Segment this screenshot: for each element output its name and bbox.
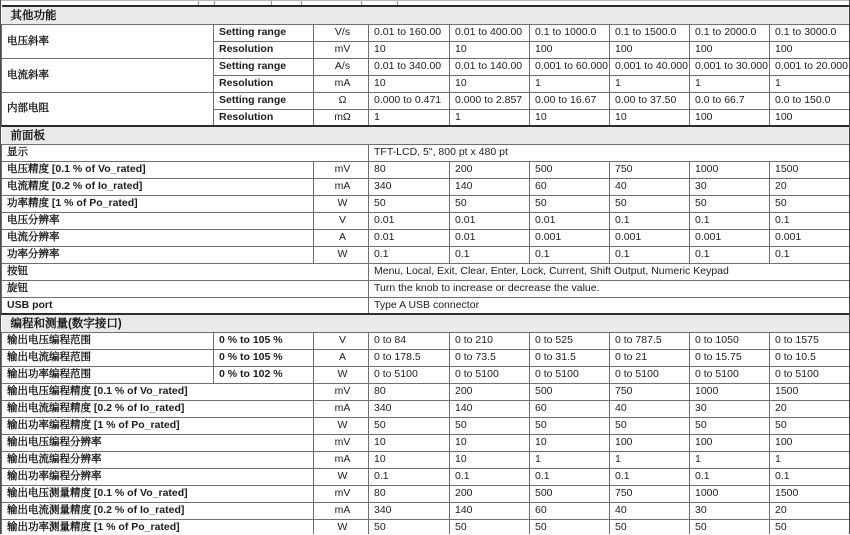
value-cell: 50 bbox=[369, 417, 450, 434]
spec-row bbox=[2, 144, 850, 161]
value-cell: 10 bbox=[530, 434, 610, 451]
value-cell: 50 bbox=[770, 417, 850, 434]
value-cell: 750 bbox=[610, 383, 690, 400]
value-cell: 1500 bbox=[770, 161, 850, 178]
value-cell: 10 bbox=[610, 109, 690, 126]
value-cell: 50 bbox=[530, 195, 610, 212]
value-cell: 0 to 178.5 bbox=[369, 349, 450, 366]
value-cell: 0 to 5100 bbox=[450, 366, 530, 383]
row-label: 内部电阻 bbox=[2, 92, 214, 126]
value-cell: 0.001 to 40.000 bbox=[610, 58, 690, 75]
value-cell: 0.0 to 150.0 bbox=[770, 92, 850, 109]
value-cell: 10 bbox=[450, 434, 530, 451]
value-cell: 50 bbox=[369, 519, 450, 534]
section-header-front-panel: 前面板 bbox=[2, 126, 850, 144]
row-label: 电流分辨率 bbox=[2, 229, 314, 246]
row-label: 输出功率编程范围 bbox=[2, 366, 214, 383]
value-cell: 140 bbox=[450, 400, 530, 417]
value-cell: 340 bbox=[369, 502, 450, 519]
row-label: 功率分辨率 bbox=[2, 246, 314, 263]
value-cell: 10 bbox=[369, 75, 450, 92]
value-cell: 10 bbox=[450, 41, 530, 58]
value-cell: 0.001 bbox=[530, 229, 610, 246]
value-cell: 0.01 bbox=[530, 212, 610, 229]
sub-label-cell: Setting range bbox=[214, 92, 314, 109]
row-label: 显示 bbox=[2, 144, 369, 161]
spec-row bbox=[2, 451, 850, 468]
value-cell: 50 bbox=[770, 195, 850, 212]
spec-row bbox=[2, 24, 850, 41]
value-cell: 0 to 1575 bbox=[770, 332, 850, 349]
value-cell: 0.1 bbox=[770, 246, 850, 263]
unit-cell: mA bbox=[314, 400, 369, 417]
value-cell: 0.1 bbox=[530, 246, 610, 263]
unit-cell: mV bbox=[314, 485, 369, 502]
spec-row bbox=[2, 366, 850, 383]
value-cell: 40 bbox=[610, 178, 690, 195]
value-cell: 0.1 bbox=[369, 468, 450, 485]
row-label: 输出电流编程范围 bbox=[2, 349, 214, 366]
value-cell: 100 bbox=[690, 41, 770, 58]
value-cell: 50 bbox=[450, 417, 530, 434]
value-cell: 50 bbox=[369, 195, 450, 212]
value-cell: 20 bbox=[770, 178, 850, 195]
value-cell: 50 bbox=[610, 417, 690, 434]
section-header-other-functions: 其他功能 bbox=[2, 6, 850, 24]
cropped-cell-border bbox=[198, 1, 199, 5]
section-band bbox=[2, 6, 850, 24]
row-label: 输出电流测量精度 [0.2 % of Io_rated] bbox=[2, 502, 314, 519]
spec-row bbox=[2, 280, 850, 297]
unit-cell: mV bbox=[314, 41, 369, 58]
spec-row bbox=[2, 400, 850, 417]
cropped-cell-border bbox=[271, 1, 272, 5]
value-cell: 100 bbox=[530, 41, 610, 58]
value-cell: 1 bbox=[530, 451, 610, 468]
unit-cell: W bbox=[314, 468, 369, 485]
value-cell-wide: Type A USB connector bbox=[369, 297, 850, 314]
row-label: 功率精度 [1 % of Po_rated] bbox=[2, 195, 314, 212]
spec-row bbox=[2, 332, 850, 349]
spec-table bbox=[1, 5, 850, 534]
value-cell: 1000 bbox=[690, 383, 770, 400]
value-cell: 0.01 to 140.00 bbox=[450, 58, 530, 75]
value-cell: 750 bbox=[610, 161, 690, 178]
row-label: USB port bbox=[2, 297, 369, 314]
unit-cell: W bbox=[314, 246, 369, 263]
value-cell: 50 bbox=[690, 519, 770, 534]
sub-label-cell: Setting range bbox=[214, 58, 314, 75]
spec-row bbox=[2, 383, 850, 400]
value-cell: 0.01 bbox=[369, 229, 450, 246]
cropped-cell-border bbox=[361, 1, 362, 5]
value-cell: 0.1 bbox=[690, 212, 770, 229]
value-cell: 0 to 525 bbox=[530, 332, 610, 349]
value-cell: 10 bbox=[369, 41, 450, 58]
sub-label-cell: Setting range bbox=[214, 24, 314, 41]
row-label: 输出功率编程精度 [1 % of Po_rated] bbox=[2, 417, 314, 434]
row-label: 输出功率编程分辨率 bbox=[2, 468, 314, 485]
unit-cell: mV bbox=[314, 434, 369, 451]
unit-cell: mV bbox=[314, 161, 369, 178]
value-cell: 10 bbox=[369, 434, 450, 451]
value-cell: 60 bbox=[530, 178, 610, 195]
value-cell: 0.1 bbox=[610, 212, 690, 229]
value-cell: 0.1 to 2000.0 bbox=[690, 24, 770, 41]
row-label: 电流斜率 bbox=[2, 58, 214, 92]
row-label: 输出电压编程精度 [0.1 % of Vo_rated] bbox=[2, 383, 314, 400]
value-cell: 1 bbox=[610, 451, 690, 468]
value-cell: 200 bbox=[450, 383, 530, 400]
spec-row bbox=[2, 58, 850, 75]
value-cell: 0.01 to 340.00 bbox=[369, 58, 450, 75]
value-cell: 0 to 5100 bbox=[690, 366, 770, 383]
value-cell: 0.1 bbox=[369, 246, 450, 263]
value-cell: 0.00 to 37.50 bbox=[610, 92, 690, 109]
value-cell: 0 to 10.5 bbox=[770, 349, 850, 366]
value-cell: 30 bbox=[690, 178, 770, 195]
value-cell: 1000 bbox=[690, 161, 770, 178]
value-cell: 1 bbox=[530, 75, 610, 92]
value-cell: 0.001 to 20.000 bbox=[770, 58, 850, 75]
value-cell: 0.01 to 160.00 bbox=[369, 24, 450, 41]
value-cell: 0 to 31.5 bbox=[530, 349, 610, 366]
value-cell: 100 bbox=[770, 41, 850, 58]
value-cell: 0 to 5100 bbox=[530, 366, 610, 383]
value-cell: 0.1 bbox=[770, 468, 850, 485]
value-cell: 100 bbox=[770, 434, 850, 451]
value-cell-wide: TFT-LCD, 5", 800 pt x 480 pt bbox=[369, 144, 850, 161]
spec-row bbox=[2, 502, 850, 519]
cropped-cell-border bbox=[397, 1, 398, 5]
value-cell: 0.001 to 30.000 bbox=[690, 58, 770, 75]
value-cell: 50 bbox=[610, 519, 690, 534]
value-cell: 0 to 15.75 bbox=[690, 349, 770, 366]
sub-label-cell: Resolution bbox=[214, 109, 314, 126]
unit-cell: mV bbox=[314, 383, 369, 400]
row-label: 按钮 bbox=[2, 263, 369, 280]
value-cell: 0.1 bbox=[610, 468, 690, 485]
value-cell: 10 bbox=[369, 451, 450, 468]
cropped-cell-border bbox=[214, 1, 215, 5]
spec-row bbox=[2, 195, 850, 212]
value-cell: 0.01 bbox=[450, 229, 530, 246]
sub-label-cell: Resolution bbox=[214, 41, 314, 58]
unit-cell: V bbox=[314, 212, 369, 229]
value-cell: 1 bbox=[610, 75, 690, 92]
spec-row bbox=[2, 485, 850, 502]
unit-cell: V/s bbox=[314, 24, 369, 41]
spec-row bbox=[2, 263, 850, 280]
value-cell: 10 bbox=[450, 75, 530, 92]
row-label: 输出电压编程范围 bbox=[2, 332, 214, 349]
row-label: 电压斜率 bbox=[2, 24, 214, 58]
value-cell: 500 bbox=[530, 485, 610, 502]
sub-label-cell: 0 % to 105 % bbox=[214, 332, 314, 349]
value-cell: 50 bbox=[770, 519, 850, 534]
value-cell: 0 to 1050 bbox=[690, 332, 770, 349]
row-label: 输出功率测量精度 [1 % of Po_rated] bbox=[2, 519, 314, 534]
value-cell: 0.0 to 66.7 bbox=[690, 92, 770, 109]
spec-row bbox=[2, 161, 850, 178]
value-cell: 0.001 to 60.000 bbox=[530, 58, 610, 75]
value-cell: 10 bbox=[450, 451, 530, 468]
unit-cell: mA bbox=[314, 75, 369, 92]
row-label: 电压分辨率 bbox=[2, 212, 314, 229]
value-cell: 50 bbox=[530, 519, 610, 534]
value-cell: 0.00 to 16.67 bbox=[530, 92, 610, 109]
value-cell: 0.1 to 1000.0 bbox=[530, 24, 610, 41]
sub-label-cell: 0 % to 105 % bbox=[214, 349, 314, 366]
value-cell: 100 bbox=[690, 109, 770, 126]
row-label: 电压精度 [0.1 % of Vo_rated] bbox=[2, 161, 314, 178]
unit-cell: W bbox=[314, 519, 369, 534]
row-label: 输出电流编程分辨率 bbox=[2, 451, 314, 468]
value-cell: 1500 bbox=[770, 485, 850, 502]
value-cell: 100 bbox=[770, 109, 850, 126]
value-cell: 0.001 bbox=[610, 229, 690, 246]
value-cell: 0 to 5100 bbox=[369, 366, 450, 383]
value-cell: 50 bbox=[610, 195, 690, 212]
unit-cell: W bbox=[314, 366, 369, 383]
value-cell: 0 to 21 bbox=[610, 349, 690, 366]
row-label: 输出电压测量精度 [0.1 % of Vo_rated] bbox=[2, 485, 314, 502]
value-cell: 1500 bbox=[770, 383, 850, 400]
value-cell: 10 bbox=[530, 109, 610, 126]
value-cell: 0.001 bbox=[770, 229, 850, 246]
value-cell: 0.1 to 1500.0 bbox=[610, 24, 690, 41]
value-cell: 1 bbox=[690, 75, 770, 92]
value-cell: 340 bbox=[369, 400, 450, 417]
value-cell: 100 bbox=[610, 434, 690, 451]
cropped-cell-border bbox=[301, 1, 302, 5]
value-cell: 750 bbox=[610, 485, 690, 502]
sub-label-cell: 0 % to 102 % bbox=[214, 366, 314, 383]
value-cell: 200 bbox=[450, 485, 530, 502]
value-cell: 50 bbox=[530, 417, 610, 434]
value-cell: 60 bbox=[530, 502, 610, 519]
unit-cell: W bbox=[314, 417, 369, 434]
value-cell: 0.1 bbox=[450, 468, 530, 485]
value-cell: 0.1 bbox=[530, 468, 610, 485]
value-cell: 0 to 73.5 bbox=[450, 349, 530, 366]
value-cell: 1 bbox=[450, 109, 530, 126]
value-cell: 100 bbox=[690, 434, 770, 451]
value-cell: 40 bbox=[610, 502, 690, 519]
value-cell: 0.1 bbox=[610, 246, 690, 263]
section-header-programming-measurement: 编程和测量(数字接口) bbox=[2, 314, 850, 332]
value-cell: 140 bbox=[450, 502, 530, 519]
value-cell: 500 bbox=[530, 383, 610, 400]
value-cell: 0.001 bbox=[690, 229, 770, 246]
spec-row bbox=[2, 229, 850, 246]
row-label: 输出电流编程精度 [0.2 % of Io_rated] bbox=[2, 400, 314, 417]
value-cell: 0.000 to 0.471 bbox=[369, 92, 450, 109]
value-cell: 80 bbox=[369, 161, 450, 178]
value-cell: 30 bbox=[690, 400, 770, 417]
value-cell: 50 bbox=[690, 195, 770, 212]
value-cell: 0.01 to 400.00 bbox=[450, 24, 530, 41]
value-cell: 0 to 5100 bbox=[770, 366, 850, 383]
value-cell: 50 bbox=[450, 519, 530, 534]
spec-row bbox=[2, 519, 850, 534]
unit-cell: mA bbox=[314, 451, 369, 468]
value-cell: 1 bbox=[690, 451, 770, 468]
row-label: 电流精度 [0.2 % of Io_rated] bbox=[2, 178, 314, 195]
value-cell-wide: Turn the knob to increase or decrease the value. bbox=[369, 280, 850, 297]
value-cell: 0.1 bbox=[450, 246, 530, 263]
section-band bbox=[2, 126, 850, 144]
row-label: 输出电压编程分辨率 bbox=[2, 434, 314, 451]
unit-cell: A bbox=[314, 349, 369, 366]
value-cell: 0.1 bbox=[690, 468, 770, 485]
spec-row bbox=[2, 212, 850, 229]
row-label: 旋钮 bbox=[2, 280, 369, 297]
value-cell: 0.1 to 3000.0 bbox=[770, 24, 850, 41]
value-cell: 40 bbox=[610, 400, 690, 417]
value-cell: 1 bbox=[369, 109, 450, 126]
spec-row bbox=[2, 468, 850, 485]
value-cell: 0.01 bbox=[369, 212, 450, 229]
value-cell: 1000 bbox=[690, 485, 770, 502]
value-cell: 140 bbox=[450, 178, 530, 195]
value-cell: 1 bbox=[770, 75, 850, 92]
spec-row bbox=[2, 417, 850, 434]
spec-row bbox=[2, 178, 850, 195]
value-cell: 0 to 5100 bbox=[610, 366, 690, 383]
value-cell: 1 bbox=[770, 451, 850, 468]
cropped-row-sliver bbox=[1, 0, 849, 5]
unit-cell: V bbox=[314, 332, 369, 349]
section-band bbox=[2, 314, 850, 332]
value-cell: 0 to 84 bbox=[369, 332, 450, 349]
value-cell: 50 bbox=[690, 417, 770, 434]
spec-row bbox=[2, 349, 850, 366]
value-cell: 60 bbox=[530, 400, 610, 417]
value-cell: 20 bbox=[770, 502, 850, 519]
spec-row bbox=[2, 92, 850, 109]
value-cell-wide: Menu, Local, Exit, Clear, Enter, Lock, Current, Shift Output, Numeric Keypad bbox=[369, 263, 850, 280]
unit-cell: mA bbox=[314, 502, 369, 519]
value-cell: 20 bbox=[770, 400, 850, 417]
spec-row bbox=[2, 297, 850, 314]
spec-row bbox=[2, 434, 850, 451]
unit-cell: W bbox=[314, 195, 369, 212]
value-cell: 80 bbox=[369, 485, 450, 502]
value-cell: 340 bbox=[369, 178, 450, 195]
value-cell: 30 bbox=[690, 502, 770, 519]
value-cell: 500 bbox=[530, 161, 610, 178]
unit-cell: A bbox=[314, 229, 369, 246]
value-cell: 0.1 bbox=[690, 246, 770, 263]
value-cell: 200 bbox=[450, 161, 530, 178]
sub-label-cell: Resolution bbox=[214, 75, 314, 92]
value-cell: 50 bbox=[450, 195, 530, 212]
value-cell: 100 bbox=[610, 41, 690, 58]
unit-cell: mA bbox=[314, 178, 369, 195]
value-cell: 0 to 787.5 bbox=[610, 332, 690, 349]
value-cell: 80 bbox=[369, 383, 450, 400]
value-cell: 0.01 bbox=[450, 212, 530, 229]
unit-cell: mΩ bbox=[314, 109, 369, 126]
value-cell: 0 to 210 bbox=[450, 332, 530, 349]
unit-cell: Ω bbox=[314, 92, 369, 109]
value-cell: 0.000 to 2.857 bbox=[450, 92, 530, 109]
value-cell: 0.1 bbox=[770, 212, 850, 229]
spec-row bbox=[2, 246, 850, 263]
unit-cell: A/s bbox=[314, 58, 369, 75]
